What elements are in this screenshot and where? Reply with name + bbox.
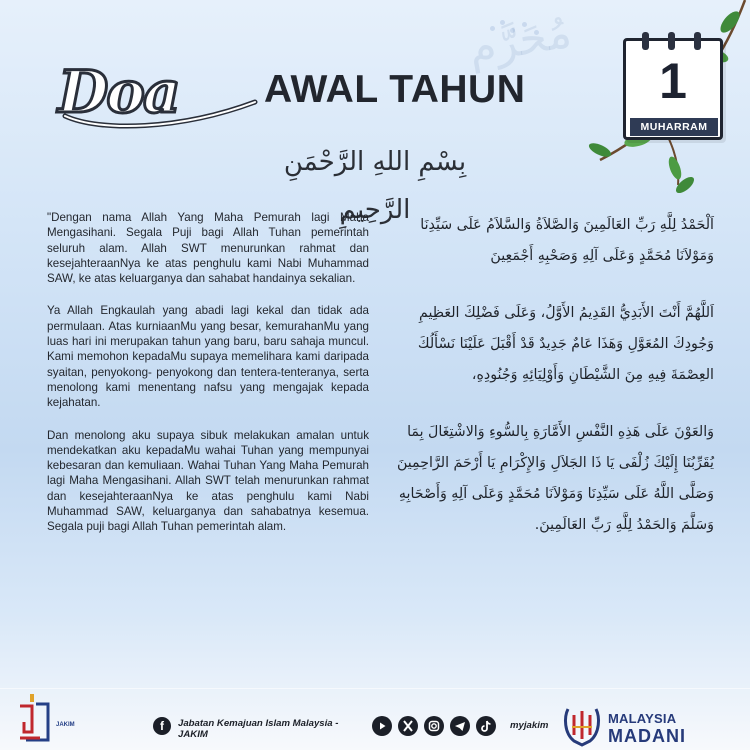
madani-label: MADANI — [608, 726, 686, 746]
malaysia-label: MALAYSIA — [608, 711, 677, 726]
page-title: AWAL TAHUN — [264, 68, 526, 111]
x-icon[interactable] — [398, 716, 418, 736]
arabic-paragraph: وَالعَوْنَ عَلَى هَذِهِ النَّفْسِ الأَمَّارَةِ بِالسُّوءِ وَالاشْتِغَالَ بِمَا يُقَرِّبُنَا إِلَيْكَ زُلْفَى يَا ذَا الجَلاَلِ وَالإِكْرَامِ يَا أَرْحَمَ الرَّاحِمِينَ وَصَلَّى اللَّهُ عَلَى سَيِّدِنَا وَمَوْلاَنَا مُحَمَّدٍ وَعَلَى آلِهِ وَأَصْحَابِهِ وَسَلَّمَ وَالحَمْدُ لِلَّهِ رَبِّ العَالَمِينَ. — [396, 424, 714, 533]
malay-paragraph: "Dengan nama Allah Yang Maha Pemurah lagi Maha Mengasihani. Segala Puji bagi Allah Tuhan pemerintah seluruh alam. Allah SWT menurunkan rahmat dan kesejahteraanNya ke atas penghulu kami Nabi Muhammad SAW, ke atas keluarganya dan sahabat handainya sekalian. — [47, 211, 369, 286]
facebook-page-label[interactable]: Jabatan Kemajuan Islam Malaysia - JAKIM — [178, 718, 339, 740]
calendar-icon — [623, 38, 723, 140]
tiktok-icon[interactable] — [476, 716, 496, 736]
facebook-icon[interactable]: f — [153, 717, 171, 735]
arabic-paragraph: اَلْحَمْدُ لِلَّهِ رَبِّ العَالَمِينَ وَالصَّلاَةُ وَالسَّلاَمُ عَلَى سَيِّدِنَا وَمَوْلاَنَا مُحَمَّدٍ وَعَلَى آلِهِ وَصَحْبِهِ أَجْمَعِينَ — [420, 217, 714, 264]
malay-translation — [47, 210, 369, 552]
jakim-label: JAKIM — [56, 722, 75, 728]
social-handle[interactable]: myjakim — [510, 720, 549, 731]
malay-paragraph: Ya Allah Engkaulah yang abadi lagi kekal dan tidak ada permulaan. Atas kurniaanMu yang besar, kemurahanMu yang luas hari ini merupakan tahun yang baru, baru sahaja muncul. Kami memohon kepadaMu supaya memelihara kami daripada syaitan, penyokong- penyokong dan tentera-tenteranya, serta menolong kami menentang nafsu yang mengajak kepada kejahatan. — [47, 304, 369, 410]
malay-paragraph: Dan menolong aku supaya sibuk melakukan amalan untuk mendekatkan aku kepadaMu wahai Tuhan yang mempunyai kebesaran dan kemuliaan. Wahai Tuhan Yang Maha Pemurah lagi Maha Mengasihani. Allah SWT telah menurunkan rahmat dan kesejahteraanNya ke atas penghulu kami Nabi Muhammad SAW, keluarganya dan sahabatnya kesemua. Segala puji bagi Allah Tuhan pemerintah alam. — [47, 428, 369, 534]
basmalah: بِسْمِ اللهِ الرَّحْمَنِ الرَّحِيمِ — [283, 147, 467, 225]
swoosh-icon — [60, 94, 260, 134]
instagram-icon[interactable] — [424, 716, 444, 736]
youtube-icon[interactable] — [372, 716, 392, 736]
arabic-paragraph: اَللَّهُمَّ أَنْتَ الأَبَدِيُّ القَدِيمُ الأَوَّلُ، وَعَلَى فَضْلِكَ العَظِيمِ وَجُودِكَ المُعَوَّلِ وَهَذَا عَامٌ جَدِيدٌ قَدْ أَقْبَلَ عَلَيْنَا نَسْأَلُكَ العِصْمَةَ فِيهِ مِنَ الشَّيْطَانِ وَأَوْلِيَائِهِ وَجُنُودِهِ، — [417, 305, 714, 383]
doa-script-title: Doa — [58, 58, 179, 126]
jakim-logo-icon — [18, 692, 52, 746]
calendar-ring — [642, 32, 649, 50]
telegram-icon[interactable] — [450, 716, 470, 736]
malaysia-madani-emblem-icon — [562, 703, 602, 747]
muharram-watermark: مُحَرَّم — [464, 6, 576, 75]
calendar-month: MUHARRAM — [630, 118, 718, 136]
calendar-day: 1 — [659, 53, 687, 109]
calendar-ring — [694, 32, 701, 50]
footer-divider — [0, 688, 750, 689]
arabic-prayer — [392, 210, 714, 567]
calendar-ring — [668, 32, 675, 50]
